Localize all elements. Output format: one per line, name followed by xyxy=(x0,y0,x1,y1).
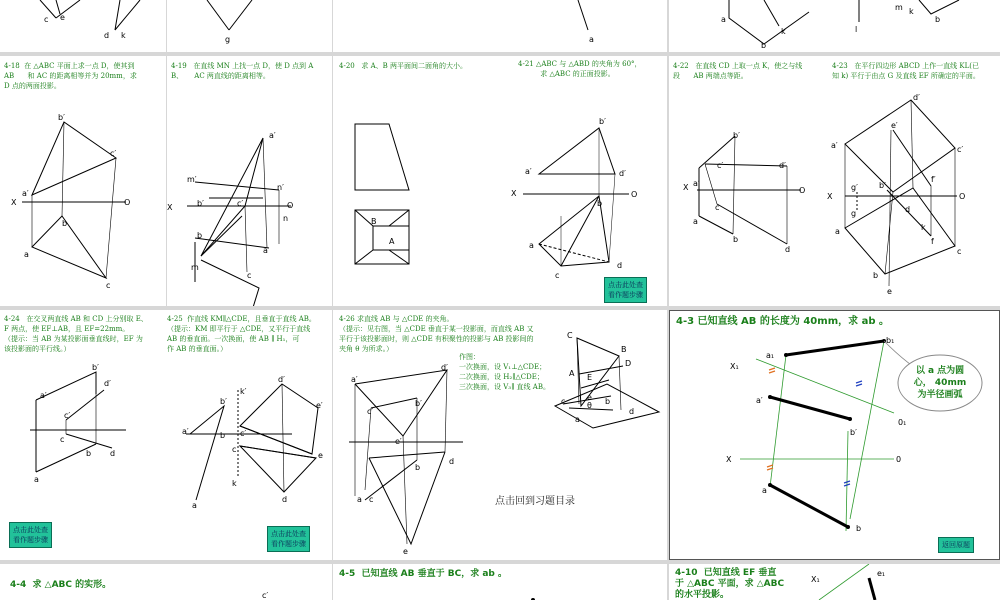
label-b-right: b xyxy=(935,15,941,24)
panel-4-20-21 xyxy=(333,56,667,306)
problem-title: 4-19 在直线 MN 上找一点 D，使 D 点到 A B、 AC 两直线的距离相等。 xyxy=(171,62,314,80)
label-b: b xyxy=(86,449,92,458)
label-g-prime: g′ xyxy=(851,183,858,192)
back-to-exercise-list-link[interactable]: 点击回到习题目录 xyxy=(495,496,575,507)
callout-note: 以 a 点为圆 心， 40mm 为半径画弧 xyxy=(913,366,967,400)
label-d-prime: d′ xyxy=(779,161,786,170)
panel-top-3 xyxy=(333,0,667,52)
label-m: m xyxy=(191,263,199,272)
label-a-prime: a′ xyxy=(40,391,47,400)
label-axis-x: X xyxy=(683,183,689,192)
panel-4-10 xyxy=(669,564,1000,600)
label-b: b xyxy=(62,219,68,228)
label-e-prime: e′ xyxy=(395,437,402,446)
diagram-4-20-21 xyxy=(333,56,667,306)
problem-title-4-21: 4-21 △ABC 与 △ABD 的夹角为 60°， 求 △ABC 的正面投影。 xyxy=(518,60,642,78)
label-b-prime: b′ xyxy=(850,428,857,437)
label-m-prime: m′ xyxy=(187,175,197,184)
problem-title-4-23: 4-23 在平行四边形 ABCD 上作一直线 KL(已 知 k) 平行于由点 G 及直线 EF 所确定的平面。 xyxy=(832,62,980,80)
label-axis-o: O xyxy=(287,201,294,210)
diagram-4-26 xyxy=(333,310,667,560)
label-e-prime: e′ xyxy=(316,401,323,410)
label-solid-c: C xyxy=(567,331,573,340)
label-a-prime: a′ xyxy=(756,396,763,405)
diagram-4-3 xyxy=(670,311,1000,560)
label-b-25: b xyxy=(220,431,226,440)
label-axis-x1: X₁ xyxy=(730,362,739,371)
label-axis-o: O xyxy=(124,198,131,207)
label-a1: a₁ xyxy=(766,351,775,360)
label-axis-x: X xyxy=(511,189,517,198)
view-steps-button-4-21[interactable]: 点击此处查 看作题步骤 xyxy=(604,277,647,303)
label-k: k xyxy=(121,31,126,40)
label-d-prime: d′ xyxy=(619,169,626,178)
construction-steps: 作图： 一次换面，设 V₁⊥△CDE； 二次换面，设 H₂∥△CDE； 三次换面，设 V₃∥ 直线 AB。 xyxy=(459,353,550,391)
label-d: d xyxy=(785,245,791,254)
label-c: c xyxy=(44,15,49,24)
diagram-top-4 xyxy=(669,0,1000,52)
label-a: a xyxy=(589,35,594,44)
panel-top-4 xyxy=(669,0,1000,52)
label-a-25: a xyxy=(192,501,197,510)
label-k2: k xyxy=(781,27,786,36)
label-proj-e: e xyxy=(587,393,592,402)
label-c-25: c xyxy=(232,445,237,454)
label-b-prime: b′ xyxy=(197,199,204,208)
label-a-prime: a′ xyxy=(693,179,700,188)
problem-title-4-26: 4-26 求直线 AB 与 △CDE 的夹角。 （提示：见右图，当 △CDE 垂直于某一投影面，而直线 AB 又 平行于该投影面时，则 △CDE 有积聚性的投影与 AB 投影间的 夹角 θ 为所求。） xyxy=(339,315,534,353)
label-e1: e₁ xyxy=(877,569,886,578)
panel-top-1 xyxy=(0,0,166,52)
problem-title-4-3: 4-3 已知直线 AB 的长度为 40mm，求 ab 。 xyxy=(676,316,889,327)
diagram-4-10 xyxy=(669,564,1000,600)
diagram-4-19 xyxy=(167,56,332,306)
problem-title: 4-18 在 △ABC 平面上求一点 D，使其到 AB 和 AC 的距离相等并为 20mm，求 D 点的两面投影。 xyxy=(4,62,137,90)
label-b: b xyxy=(856,524,862,533)
label-b-prime: b′ xyxy=(92,363,99,372)
label-solid-d: D xyxy=(625,359,632,368)
label-d-prime: d′ xyxy=(104,379,111,388)
label-k: k xyxy=(909,7,914,16)
label-n: n xyxy=(283,214,289,223)
label-b-prime: b′ xyxy=(599,117,606,126)
label-d: d xyxy=(449,457,455,466)
label-axis-o: O xyxy=(631,190,638,199)
label-a-23: a xyxy=(835,227,840,236)
panel-4-18 xyxy=(0,56,166,306)
label-a: a xyxy=(34,475,39,484)
label-a-prime: a′ xyxy=(525,167,532,176)
label-m: m xyxy=(895,3,903,12)
label-b: b xyxy=(597,199,603,208)
problem-title-4-10: 4-10 已知直线 EF 垂直 于 △ABC 平面，求 △ABC 的水平投影。 xyxy=(675,568,785,600)
diagram-top-1 xyxy=(0,0,166,52)
label-d-prime: d′ xyxy=(441,363,448,372)
panel-4-4 xyxy=(0,564,332,600)
label-g: g xyxy=(851,209,857,218)
label-d: d xyxy=(104,31,110,40)
label-proj-d: d xyxy=(629,407,635,416)
problem-title-4-4: 4-4 求 △ABC 的实形。 xyxy=(10,580,112,590)
label-a: a xyxy=(263,246,268,255)
panel-4-5 xyxy=(333,564,667,600)
diagram-4-5 xyxy=(333,564,667,600)
problem-title-4-24: 4-24 在交叉两直线 AB 和 CD 上分别取 E、 F 两点，使 EF⊥AB，且 EF=22mm。 （提示：当 AB 为某投影面垂直线时，EF 为 该投影面的平行线。） xyxy=(4,315,148,353)
label-b1: b₁ xyxy=(886,336,895,345)
label-a: A xyxy=(389,237,395,246)
diagram-top-2 xyxy=(167,0,332,52)
label-k-prime: k′ xyxy=(240,387,247,396)
label-b-prime: b′ xyxy=(58,113,65,122)
label-b: B xyxy=(371,217,377,226)
label-axis-o: O xyxy=(799,186,806,195)
label-d-23: d xyxy=(905,205,911,214)
label-a-prime: a′ xyxy=(22,189,29,198)
label-g: g xyxy=(225,35,231,44)
label-e-25: e xyxy=(318,451,323,460)
label-d: d xyxy=(617,261,623,270)
label-k: k xyxy=(921,223,926,232)
label-c: c xyxy=(106,281,111,290)
problem-title-4-5: 4-5 已知直线 AB 垂直于 BC，求 ab 。 xyxy=(339,569,507,579)
label-a-prime-23: a′ xyxy=(831,141,838,150)
label-c-prime-25: c′ xyxy=(240,429,247,438)
label-axis-x-23: X xyxy=(827,192,833,201)
label-c: c xyxy=(555,271,560,280)
label-l: l xyxy=(855,25,858,34)
label-d: d xyxy=(110,449,116,458)
label-a: a xyxy=(529,241,534,250)
diagram-4-22-23 xyxy=(669,56,1000,306)
label-e: e xyxy=(60,13,65,22)
label-e: e xyxy=(403,547,408,556)
problem-title-4-25: 4-25 作直线 KM∥△CDE，且垂直于直线 AB。 （提示：KM 即平行于 △CDE，又平行于直线 AB 的垂直面。一次换面，使 AB ∥ H₁，可 作 AB 的垂直面。） xyxy=(167,315,316,353)
label-d-prime-25: d′ xyxy=(278,375,285,384)
return-to-problem-button[interactable]: 返回原题 xyxy=(938,537,974,553)
label-b-prime-25: b′ xyxy=(220,397,227,406)
panel-4-26 xyxy=(333,310,667,560)
label-c: c xyxy=(715,203,720,212)
label-axis-x: X xyxy=(167,203,173,212)
label-a: a xyxy=(24,250,29,259)
label-c: c xyxy=(369,495,374,504)
label-axis-o1: 0₁ xyxy=(898,418,907,427)
label-a-prime-25: a′ xyxy=(182,427,189,436)
label-solid-a: A xyxy=(569,369,575,378)
view-steps-button-4-24[interactable]: 点击此处查 看作题步骤 xyxy=(9,522,52,548)
diagram-4-18 xyxy=(0,56,166,306)
label-axis-x1: X₁ xyxy=(811,575,820,584)
panel-4-24-25 xyxy=(0,310,332,560)
panel-4-3 xyxy=(669,310,1000,560)
label-a: a xyxy=(762,486,767,495)
label-d-25: d xyxy=(282,495,288,504)
label-n-prime: n′ xyxy=(277,183,284,192)
label-c-prime: c′ xyxy=(262,591,269,600)
label-c-prime: c′ xyxy=(717,161,724,170)
label-a: a xyxy=(693,217,698,226)
diagram-4-4 xyxy=(0,564,332,600)
label-c-prime: c′ xyxy=(64,411,71,420)
label-b: b xyxy=(761,41,767,50)
label-proj-c: c xyxy=(561,397,566,406)
label-d-prime-23: d′ xyxy=(913,93,920,102)
label-b: b xyxy=(197,231,203,240)
label-axis-o: 0 xyxy=(896,455,902,464)
label-solid-b: B xyxy=(621,345,627,354)
label-a: a xyxy=(721,15,726,24)
label-c: c xyxy=(247,271,252,280)
label-c-prime-23: c′ xyxy=(957,145,964,154)
panel-4-22-23 xyxy=(669,56,1000,306)
label-c-23: c xyxy=(957,247,962,256)
label-axis-o-23: O xyxy=(959,192,966,201)
label-c-prime: c′ xyxy=(237,199,244,208)
panel-4-19 xyxy=(167,56,332,306)
label-b: b xyxy=(733,235,739,244)
problem-title-4-22: 4-22 在直线 CD 上取一点 K，使之与线 段 AB 两端点等距。 xyxy=(673,62,803,80)
diagram-top-3 xyxy=(333,0,667,52)
label-c: c xyxy=(60,435,65,444)
label-c-prime: c′ xyxy=(367,407,374,416)
panel-top-2 xyxy=(167,0,332,52)
label-f: f xyxy=(931,237,934,246)
label-b-prime-23: b′ xyxy=(879,181,886,190)
label-axis-x: X xyxy=(11,198,17,207)
label-b-prime: b′ xyxy=(733,131,740,140)
label-a-prime: a′ xyxy=(269,131,276,140)
problem-title-4-20: 4-20 求 A、B 两平面间二面角的大小。 xyxy=(339,62,468,70)
label-e-prime: e′ xyxy=(891,121,898,130)
label-f-prime: f′ xyxy=(931,175,936,184)
label-b-23: b xyxy=(873,271,879,280)
view-steps-button-4-25[interactable]: 点击此处查 看作题步骤 xyxy=(267,526,310,552)
label-theta: θ xyxy=(587,401,592,410)
label-axis-x: X xyxy=(726,455,732,464)
label-k: k xyxy=(232,479,237,488)
label-proj-a: a xyxy=(575,415,580,424)
label-e: e xyxy=(887,287,892,296)
label-solid-e: E xyxy=(587,373,593,382)
label-proj-b: b xyxy=(605,397,611,406)
label-a-prime: a′ xyxy=(351,375,358,384)
label-b: b xyxy=(415,463,421,472)
label-b-prime: b′ xyxy=(415,399,422,408)
label-c-prime: c′ xyxy=(110,149,117,158)
label-a: a xyxy=(357,495,362,504)
